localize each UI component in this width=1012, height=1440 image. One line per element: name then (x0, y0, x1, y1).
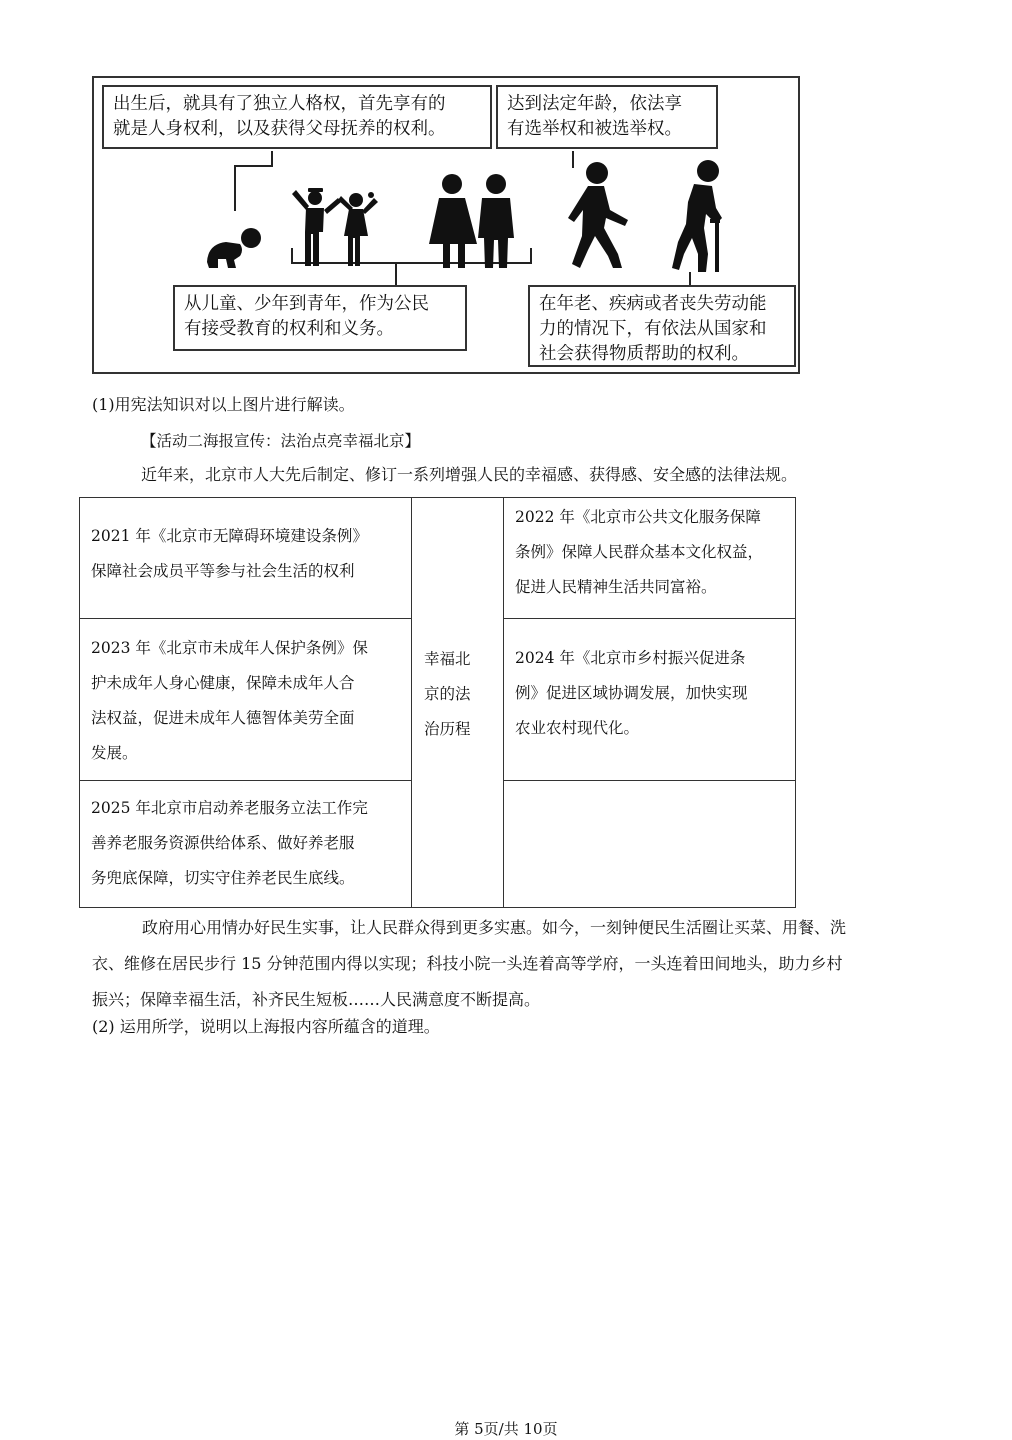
table-cell-2021 (79, 497, 412, 619)
walking-adult-icon (568, 162, 628, 268)
elderly-with-cane-icon (672, 160, 722, 272)
cell-line: 农业农村现代化。 (515, 719, 640, 737)
crawling-baby-icon (207, 228, 261, 268)
caption-education-rights (173, 285, 467, 351)
connector-bracket-youth (292, 248, 531, 263)
center-label-line: 治历程 (424, 720, 471, 738)
caption-election-rights (496, 85, 718, 149)
caption-line: 有接受教育的权利和义务。 (184, 319, 394, 339)
cell-line: 促进人民精神生活共同富裕。 (515, 578, 717, 596)
table-center-label (411, 497, 504, 908)
cell-line: 例》促进区域协调发展，加快实现 (515, 684, 748, 702)
cell-line: 条例》保障人民群众基本文化权益， (515, 543, 764, 561)
life-stages-figure (92, 76, 800, 374)
table-cell-2024 (503, 618, 796, 781)
table-cell-2022 (503, 497, 796, 619)
table-cell-2023 (79, 618, 412, 781)
caption-line: 社会获得物质帮助的权利。 (539, 344, 749, 364)
caption-line: 在年老、疾病或者丧失劳动能 (539, 294, 767, 314)
activity-2-title: 【活动二海报宣传：法治点亮幸福北京】 (141, 432, 421, 450)
cell-line: 发展。 (91, 744, 138, 762)
law-history-table (79, 497, 796, 908)
couple-icon (429, 174, 514, 268)
caption-material-assistance (528, 285, 796, 367)
caption-line: 达到法定年龄，依法享 (507, 94, 682, 114)
caption-line: 力的情况下，有依法从国家和 (539, 319, 767, 339)
intro-paragraph: 近年来，北京市人大先后制定、修订一系列增强人民的幸福感、获得感、安全感的法律法规。 (141, 465, 798, 484)
page-footer: 第 5页/共 10页 (454, 1420, 558, 1438)
cell-line: 2025 年北京市启动养老服务立法工作完 (91, 799, 368, 817)
livelihood-paragraph (92, 910, 932, 1018)
question-1: (1)用宪法知识对以上图片进行解读。 (92, 395, 355, 414)
caption-birth-rights (102, 85, 492, 149)
cell-line: 护未成年人身心健康，保障未成年人合 (91, 674, 355, 692)
center-label-line: 京的法 (424, 685, 471, 703)
cell-line: 2024 年《北京市乡村振兴促进条 (515, 649, 746, 667)
paragraph-line: 衣、维修在居民步行 15 分钟范围内得以实现；科技小院一头连着高等学府，一头连着田间地头，助力乡村 (92, 954, 843, 973)
caption-line: 就是人身权利，以及获得父母抚养的权利。 (113, 119, 446, 139)
caption-line: 有选举权和被选举权。 (507, 119, 682, 139)
question-2: (2) 运用所学，说明以上海报内容所蕴含的道理。 (92, 1017, 440, 1036)
cell-line: 保障社会成员平等参与社会生活的权利 (91, 562, 355, 580)
connector-line-birth (235, 151, 272, 211)
table-cell-empty (503, 780, 796, 908)
children-icon (292, 188, 378, 266)
paragraph-line: 振兴；保障幸福生活，补齐民生短板……人民满意度不断提高。 (92, 990, 541, 1009)
cell-line: 2022 年《北京市公共文化服务保障 (515, 508, 761, 526)
cell-line: 善养老服务资源供给体系、做好养老服 (91, 834, 355, 852)
cell-line: 务兜底保障，切实守住养老民生底线。 (91, 869, 355, 887)
paragraph-line: 政府用心用情办好民生实事，让人民群众得到更多实惠。如今，一刻钟便民生活圈让买菜、用餐、洗 (142, 918, 847, 937)
table-cell-2025 (79, 780, 412, 908)
cell-line: 2021 年《北京市无障碍环境建设条例》 (91, 527, 368, 545)
caption-line: 从儿童、少年到青年，作为公民 (184, 294, 429, 314)
cell-line: 2023 年《北京市未成年人保护条例》保 (91, 639, 368, 657)
cell-line: 法权益，促进未成年人德智体美劳全面 (91, 709, 355, 727)
center-label-line: 幸福北 (424, 650, 471, 668)
caption-line: 出生后，就具有了独立人格权，首先享有的 (113, 94, 446, 114)
